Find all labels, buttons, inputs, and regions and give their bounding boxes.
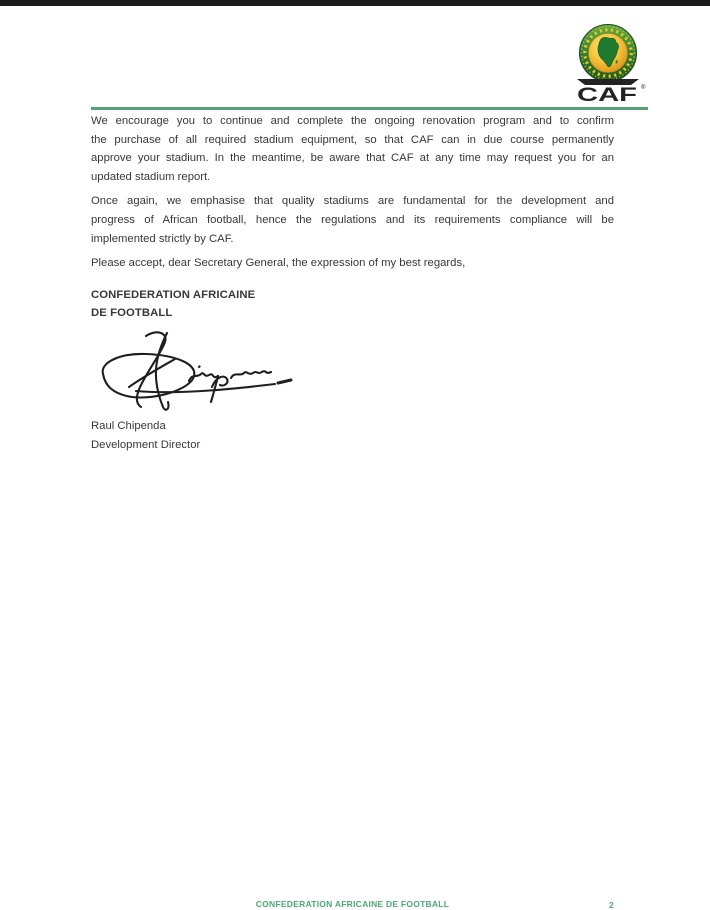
organization-name-line1: CONFEDERATION AFRICAINE xyxy=(91,288,256,301)
header-divider-rule xyxy=(91,107,648,110)
closing-salutation xyxy=(91,254,614,273)
page-footer xyxy=(91,899,614,909)
organization-name-line2: DE FOOTBALL xyxy=(91,307,173,320)
paragraph-line: the purchase of all required stadium equipment, so that CAF can in due course permanently xyxy=(91,133,614,146)
organization-name xyxy=(91,286,614,323)
paragraph-line: implemented strictly by CAF. xyxy=(91,232,234,245)
paragraph-line: progress of African football, hence the regulations and its requirements compliance will be xyxy=(91,213,614,226)
letterbox-top-bar xyxy=(0,0,710,6)
signer-name: Raul Chipenda xyxy=(91,419,166,432)
footer-organization-text: CONFEDERATION AFRICAINE DE FOOTBALL xyxy=(255,899,450,909)
paragraph-quality-stadiums xyxy=(91,192,614,248)
paragraph-line: We encourage you to continue and complete the ongoing renovation program and to confirm xyxy=(91,115,614,127)
signer-block xyxy=(91,417,614,454)
page-number: 2 xyxy=(609,900,614,910)
letter-body xyxy=(91,112,614,454)
closing-line: Please accept, dear Secretary General, the expression of my best regards, xyxy=(91,257,466,270)
caf-wordmark: CAF xyxy=(577,85,637,104)
caf-logo-icon xyxy=(569,24,647,104)
registered-trademark-symbol: ® xyxy=(641,85,646,91)
caf-logo xyxy=(569,24,647,104)
signature-handwriting xyxy=(91,327,293,415)
paragraph-renovation xyxy=(91,112,614,186)
paragraph-line: Once again, we emphasise that quality stadiums are fundamental for the development and xyxy=(91,195,614,208)
paragraph-line: updated stadium report. xyxy=(91,170,211,183)
paragraph-line: approve your stadium. In the meantime, be aware that CAF at any time may request you for an xyxy=(91,152,614,165)
signer-title: Development Director xyxy=(91,438,201,451)
signature-icon xyxy=(91,327,293,415)
